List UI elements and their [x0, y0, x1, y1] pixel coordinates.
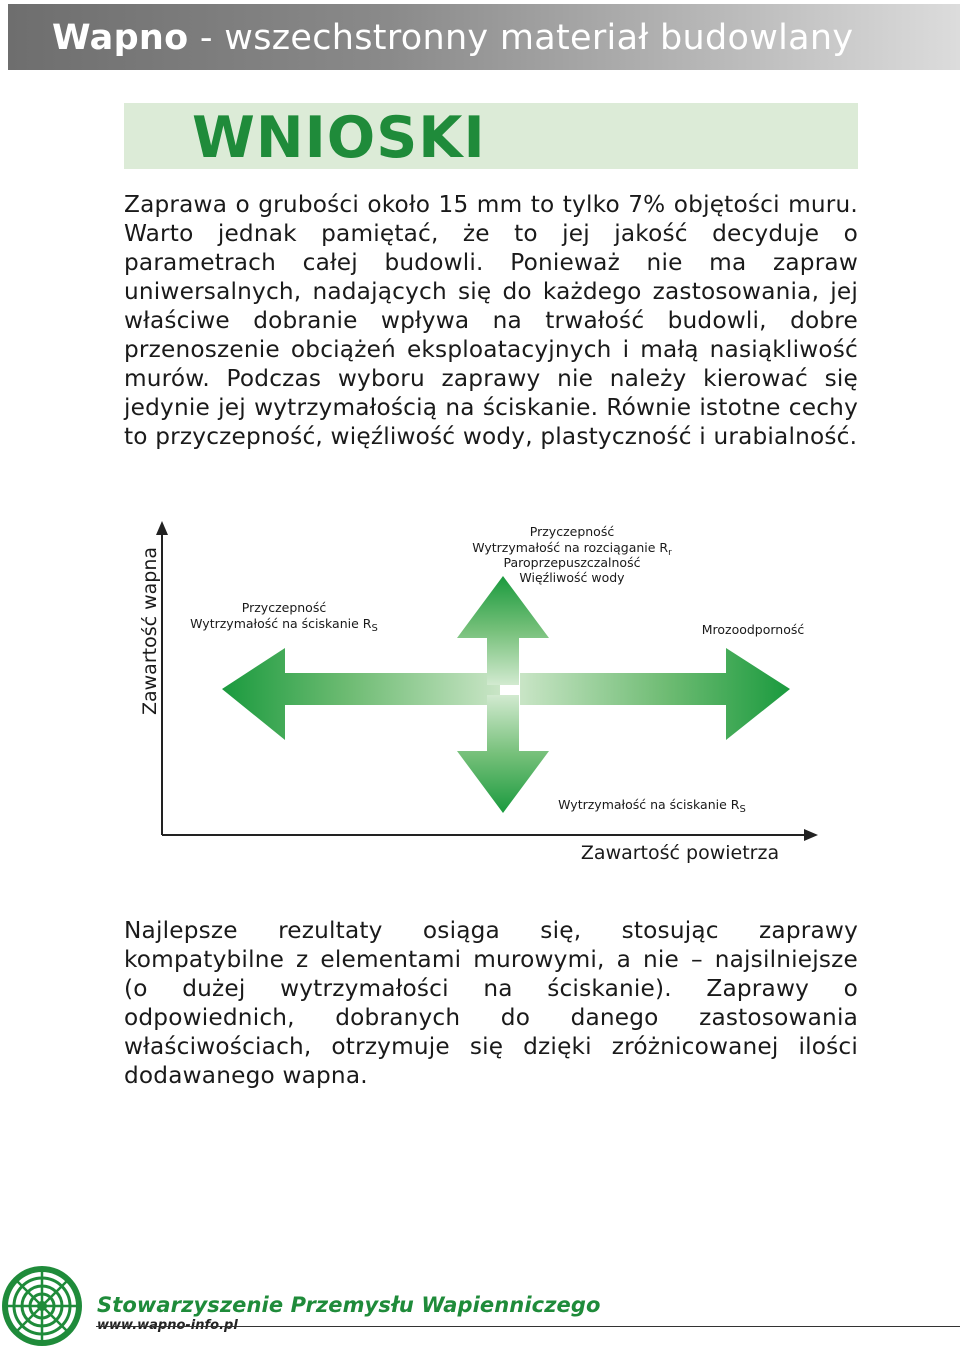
y-axis-label: Zawartość wapna — [139, 546, 161, 716]
x-axis-label: Zawartość powietrza — [580, 842, 780, 864]
bottom-label-text: Wytrzymałość na ściskanie R — [558, 797, 740, 812]
bottom-label — [558, 797, 746, 815]
left-label-2-text: Wytrzymałość na ściskanie R — [190, 616, 372, 631]
arrow-down — [457, 695, 549, 813]
organization-url[interactable]: www.wapno-info.pl — [97, 1318, 238, 1333]
bottom-label-sub: S — [739, 804, 746, 815]
organization-name: Stowarzyszenie Przemysłu Wapienniczego — [97, 1293, 601, 1317]
association-logo — [0, 1262, 86, 1348]
header-title-rest: - wszechstronny materiał budowlany — [188, 18, 854, 58]
right-label: Mrozoodporność — [701, 622, 805, 637]
top-label-1: Przyczepność — [529, 524, 615, 539]
header-bar — [8, 4, 960, 70]
left-label-2 — [190, 616, 378, 634]
arrow-up — [457, 576, 549, 685]
properties-diagram — [0, 505, 960, 875]
left-label-2-sub: S — [371, 623, 378, 634]
header-title-bold: Wapno — [52, 18, 189, 58]
arrow-left — [222, 648, 500, 740]
top-label-2-text: Wytrzymałość na rozciąganie R — [472, 540, 669, 555]
page-header-title — [52, 18, 853, 58]
arrow-right — [520, 648, 790, 740]
x-axis-arrowhead — [804, 829, 818, 841]
top-label-3: Paroprzepuszczalność — [503, 555, 641, 570]
top-label-4: Więźliwość wody — [519, 570, 625, 585]
paragraph-conclusion: Najlepsze rezultaty osiąga się, stosując zaprawy kompatybilne z elementami murowymi, a nie – najsilniejsze (o dużej wytrzymałości na ściskanie). Zaprawy o odpowiednich, dobranych do danego zastosowania właściwościach, otrzymuje się dzięki zróżnicowanej ilości dodawanego wapna. — [124, 917, 858, 1089]
y-axis-arrowhead — [156, 521, 168, 535]
left-label-1: Przyczepność — [241, 600, 327, 615]
footer-divider — [96, 1326, 960, 1327]
section-title: WNIOSKI — [192, 105, 486, 171]
top-label-2-sub: r — [668, 548, 672, 558]
paragraph-intro: Zaprawa o grubości około 15 mm to tylko 7% objętości muru. Warto jednak pamiętać, że to jej jakość decyduje o parametrach całej budowli. Ponieważ nie ma zapraw uniwersalnych, nadających się do każdego zastosowania, jej właściwe dobranie wpływa na trwałość budowli, dobre przenoszenie obciążeń eksploatacyjnych i małą nasiąkliwość murów. Podczas wyboru zaprawy nie należy kierować się jedynie jej wytrzymałością na ściskanie. Równie istotne cechy to przyczepność, więźliwość wody, plastyczność i urabialność. — [124, 191, 858, 450]
section-title-band — [124, 103, 858, 169]
